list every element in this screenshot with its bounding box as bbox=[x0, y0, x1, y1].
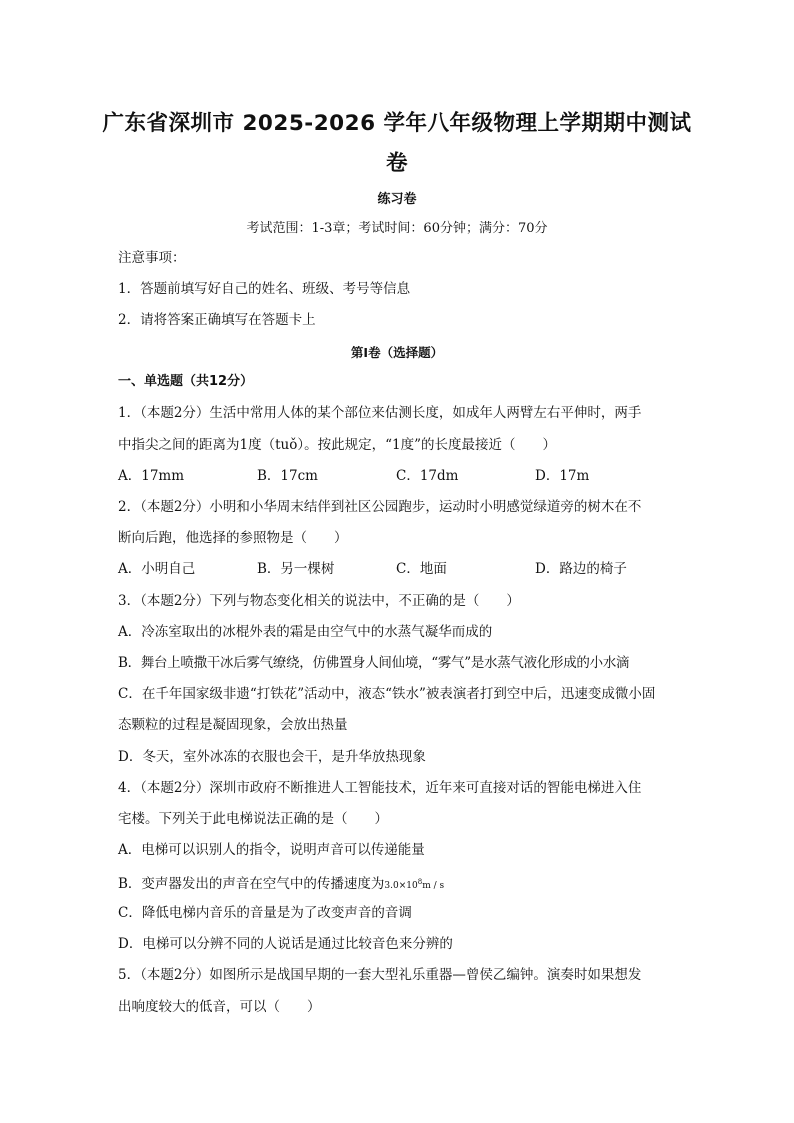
question-4-option-a: A．电梯可以识别人的指令，说明声音可以传递能量 bbox=[118, 842, 425, 858]
question-3-option-b: B．舞台上喷撒干冰后雾气缭绕，仿佛置身人间仙境，“雾气”是水蒸气液化形成的小水滴 bbox=[118, 655, 630, 671]
notes-heading: 注意事项： bbox=[118, 250, 186, 266]
question-3-option-a: A．冷冻室取出的冰棍外表的霜是由空气中的水蒸气凝华而成的 bbox=[118, 624, 493, 640]
speed-exponent: 8 bbox=[417, 878, 423, 886]
question-1-text: 1．（本题2分）生活中常用人体的某个部位来估测长度，如成年人两臂左右平伸时，两手 bbox=[118, 405, 642, 421]
question-2-option-c: C．地面 bbox=[396, 561, 447, 577]
note-item: 2．请将答案正确填写在答题卡上 bbox=[118, 312, 316, 328]
question-2-option-b: B．另一棵树 bbox=[257, 561, 335, 577]
question-4-option-d: D．电梯可以分辨不同的人说话是通过比较音色来分辨的 bbox=[118, 936, 453, 952]
exam-info: 考试范围：1-3章；考试时间：60分钟；满分：70分 bbox=[246, 221, 548, 236]
question-2-option-a: A．小明自己 bbox=[118, 561, 196, 577]
question-1-option-c: C．17dm bbox=[396, 468, 459, 484]
question-2-option-d: D．路边的椅子 bbox=[535, 561, 627, 577]
question-4-option-b-text: B．变声器发出的声音在空气中的传播速度为 bbox=[118, 876, 385, 892]
question-1-option-a: A．17mm bbox=[118, 468, 185, 484]
speed-value: 3.0×10 bbox=[384, 881, 418, 891]
exam-title: 广东省深圳市 2025-2026 学年八年级物理上学期期中测试 bbox=[102, 111, 692, 136]
question-3-option-c-continued: 态颗粒的过程是凝固现象，会放出热量 bbox=[118, 717, 348, 733]
question-1-option-d: D．17m bbox=[535, 468, 590, 484]
question-5-text: 出响度较大的低音，可以（ ） bbox=[118, 999, 321, 1015]
question-2-text: 断向后跑，他选择的参照物是（ ） bbox=[118, 530, 348, 546]
question-1-text: 中指尖之间的距离为1度（tuǒ）。按此规定，“1度”的长度最接近（ ） bbox=[118, 437, 556, 453]
question-4-text: 4．（本题2分）深圳市政府不断推进人工智能技术，近年来可直接对话的智能电梯进入住 bbox=[118, 780, 642, 796]
question-5-text: 5．（本题2分）如图所示是战国早期的一套大型礼乐重器—曾侯乙编钟。演奏时如果想发 bbox=[118, 967, 642, 983]
question-4-option-b bbox=[118, 873, 444, 895]
question-4-option-c: C．降低电梯内音乐的音量是为了改变声音的音调 bbox=[118, 905, 412, 921]
exam-title-continued: 卷 bbox=[385, 151, 408, 176]
speed-unit: m / s bbox=[422, 881, 445, 891]
question-2-text: 2．（本题2分）小明和小华周末结伴到社区公园跑步，运动时小明感觉绿道旁的树木在不 bbox=[118, 499, 642, 515]
question-4-text: 宅楼。下列关于此电梯说法正确的是（ ） bbox=[118, 811, 388, 827]
section-heading: 一、单选题（共12分） bbox=[118, 374, 254, 389]
note-item: 1．答题前填写好自己的姓名、班级、考号等信息 bbox=[118, 281, 411, 297]
exam-subtitle: 练习卷 bbox=[377, 192, 417, 207]
question-1-option-b: B．17cm bbox=[257, 468, 318, 484]
part-title: 第I卷（选择题） bbox=[350, 345, 444, 360]
question-3-option-c: C．在千年国家级非遗“打铁花”活动中，液态“铁水”被表演者打到空中后，迅速变成微小固 bbox=[118, 686, 656, 702]
question-3-text: 3．（本题2分）下列与物态变化相关的说法中，不正确的是（ ） bbox=[118, 593, 520, 609]
question-3-option-d: D．冬天，室外冰冻的衣服也会干，是升华放热现象 bbox=[118, 749, 426, 765]
